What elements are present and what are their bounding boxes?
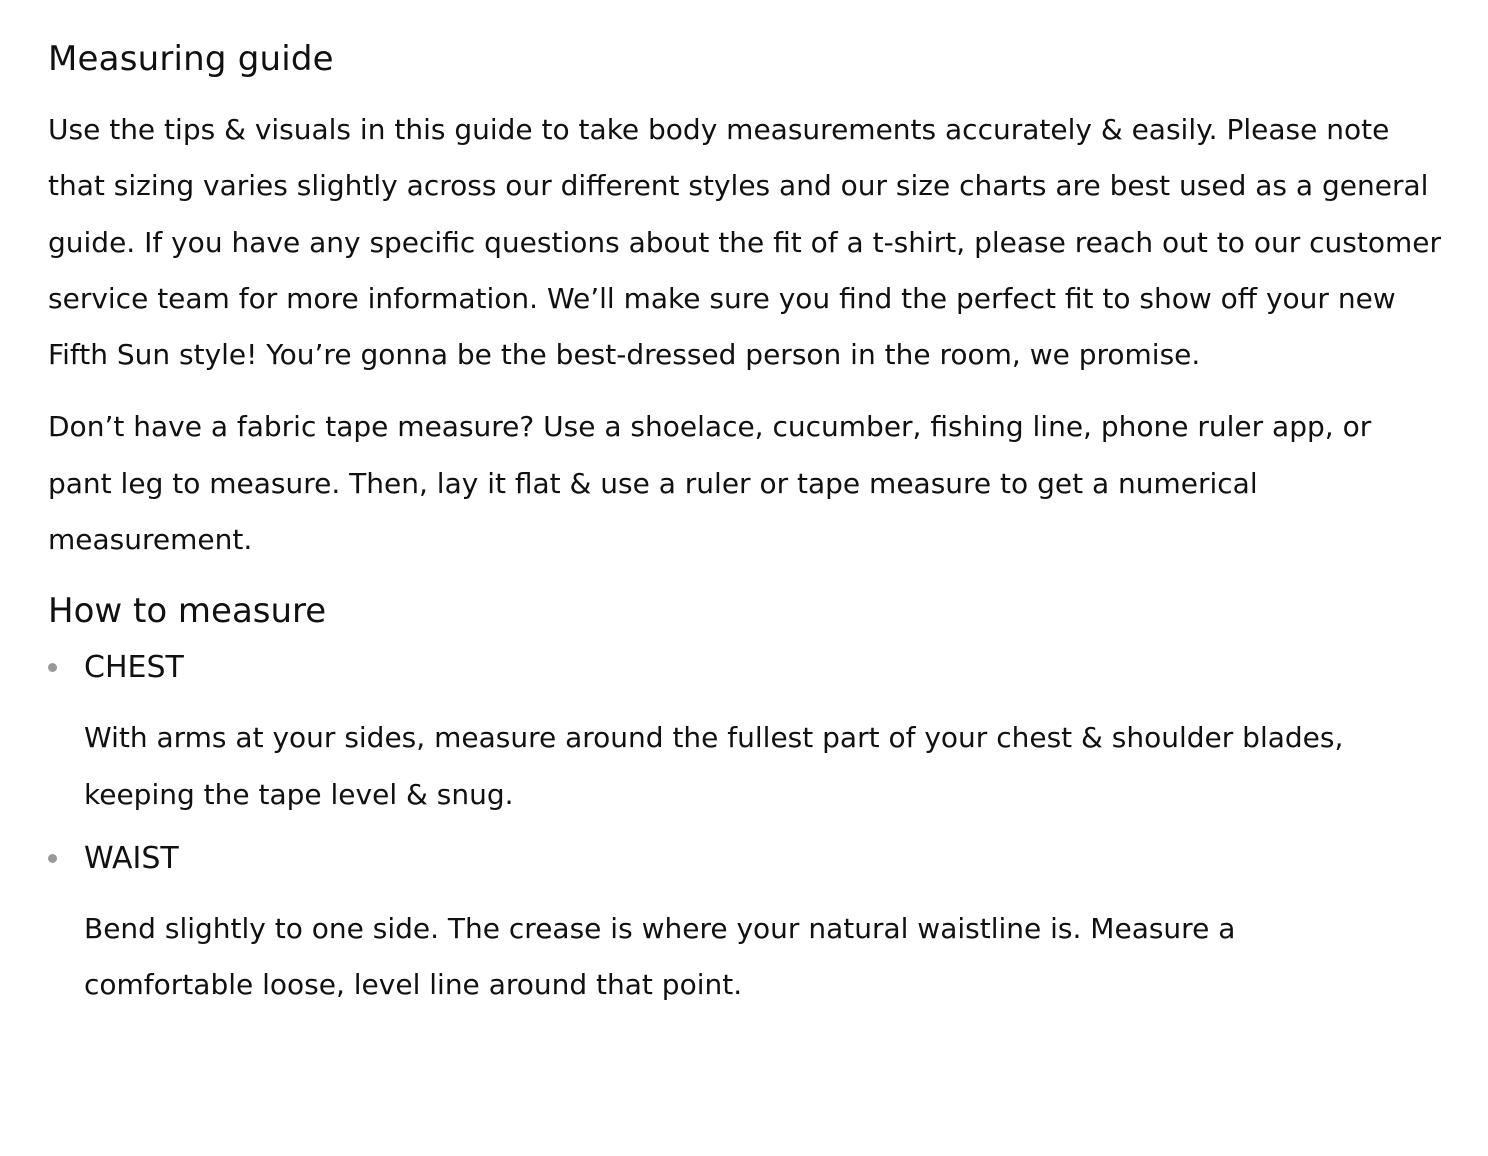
measure-description-waist: Bend slightly to one side. The crease is where your natural waistline is. Measure a comfortable loose, level line around that point. [84,911,1236,1002]
list-item-chest [48,648,1440,823]
intro-paragraph: Use the tips & visuals in this guide to take body measurements accurately & easily. Please note that sizing varies slightly across our different styles and our size charts are best used as a general guide. If you have any specific questions about the fit of a t-shirt, please reach out to our customer service team for more information. We’ll make sure you find the perfect fit to show off your new Fifth Sun style! You’re gonna be the best-dressed person in the room, we promise. [48,113,1441,372]
bullet-icon [48,663,57,672]
measurement-list [48,648,1440,1013]
measure-description-chest: With arms at your sides, measure around the fullest part of your chest & shoulder blades, keeping the tape level & snug. [84,721,1344,811]
bullet-icon [48,854,57,863]
measure-label-chest: CHEST [84,650,184,686]
list-item-waist [48,839,1440,1014]
page-title: Measuring guide [48,39,334,79]
how-to-measure-heading: How to measure [48,591,327,632]
tape-measure-tip: Don’t have a fabric tape measure? Use a shoelace, cucumber, fishing line, phone ruler app, or pant leg to measure. Then, lay it flat & use a ruler or tape measure to get a numerical measurement. [48,410,1372,557]
measure-label-waist: WAIST [84,840,179,876]
